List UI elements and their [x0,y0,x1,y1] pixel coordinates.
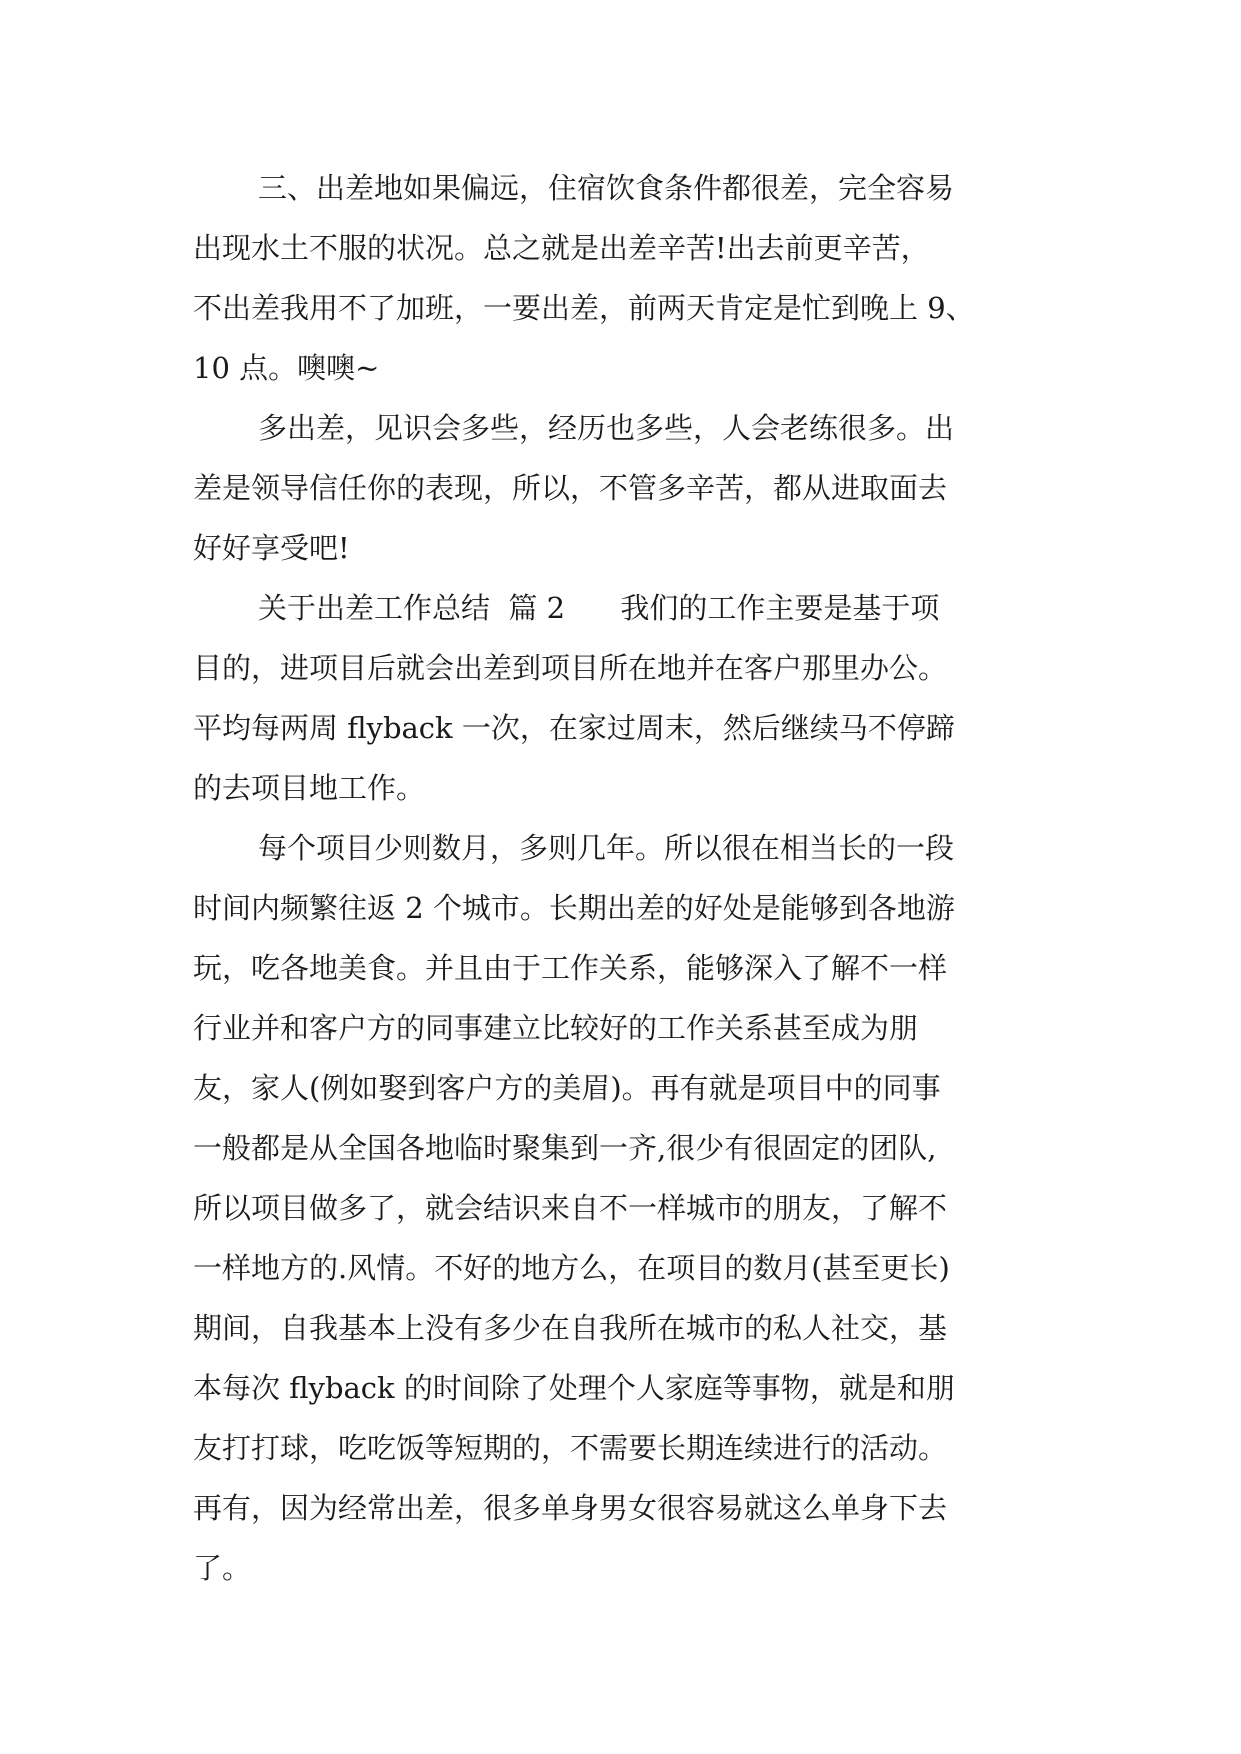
text-line: 多出差，见识会多些，经历也多些，人会老练很多。出 [258,411,955,445]
text-line: 行业并和客户方的同事建立比较好的工作关系甚至成为朋 [193,1011,919,1045]
document-body [193,158,1073,1598]
text-line: 玩，吃各地美食。并且由于工作关系，能够深入了解不一样 [193,951,948,985]
text-line: 平均每两周 flyback 一次，在家过周末，然后继续马不停蹄 [193,711,955,745]
text-line: 时间内频繁往返 2 个城市。长期出差的好处是能够到各地游 [193,891,955,925]
text-line: 差是领导信任你的表现，所以，不管多辛苦，都从进取面去 [193,471,948,505]
text-line: 一样地方的.风情。不好的地方么，在项目的数月(甚至更长) [193,1251,950,1285]
text-line: 10 点。噢噢~ [193,351,380,385]
text-line: 所以项目做多了，就会结识来自不一样城市的朋友，了解不 [193,1191,948,1225]
text-line: 三、出差地如果偏远，住宿饮食条件都很差，完全容易 [258,171,955,205]
text-line: 本每次 flyback 的时间除了处理个人家庭等事物，就是和朋 [193,1371,955,1405]
text-line: 目的，进项目后就会出差到项目所在地并在客户那里办公。 [193,651,948,685]
section-heading-line: 关于出差工作总结 篇 2 我们的工作主要是基于项 [258,591,940,625]
text-line: 每个项目少则数月，多则几年。所以很在相当长的一段 [258,831,955,865]
text-line: 不出差我用不了加班，一要出差，前两天肯定是忙到晚上 9、 [193,291,975,325]
text-line: 了。 [193,1551,252,1585]
text-line: 友，家人(例如娶到客户方的美眉)。再有就是项目中的同事 [193,1071,941,1105]
text-line: 的去项目地工作。 [193,771,426,805]
text-line: 出现水土不服的状况。总之就是出差辛苦!出去前更辛苦， [193,231,930,265]
text-line: 一般都是从全国各地临时聚集到一齐,很少有很固定的团队, [193,1131,937,1165]
text-line: 友打打球，吃吃饭等短期的，不需要长期连续进行的活动。 [193,1431,948,1465]
text-line: 期间，自我基本上没有多少在自我所在城市的私人社交，基 [193,1311,948,1345]
text-line: 再有，因为经常出差，很多单身男女很容易就这么单身下去 [193,1491,948,1525]
text-line: 好好享受吧! [193,531,350,565]
